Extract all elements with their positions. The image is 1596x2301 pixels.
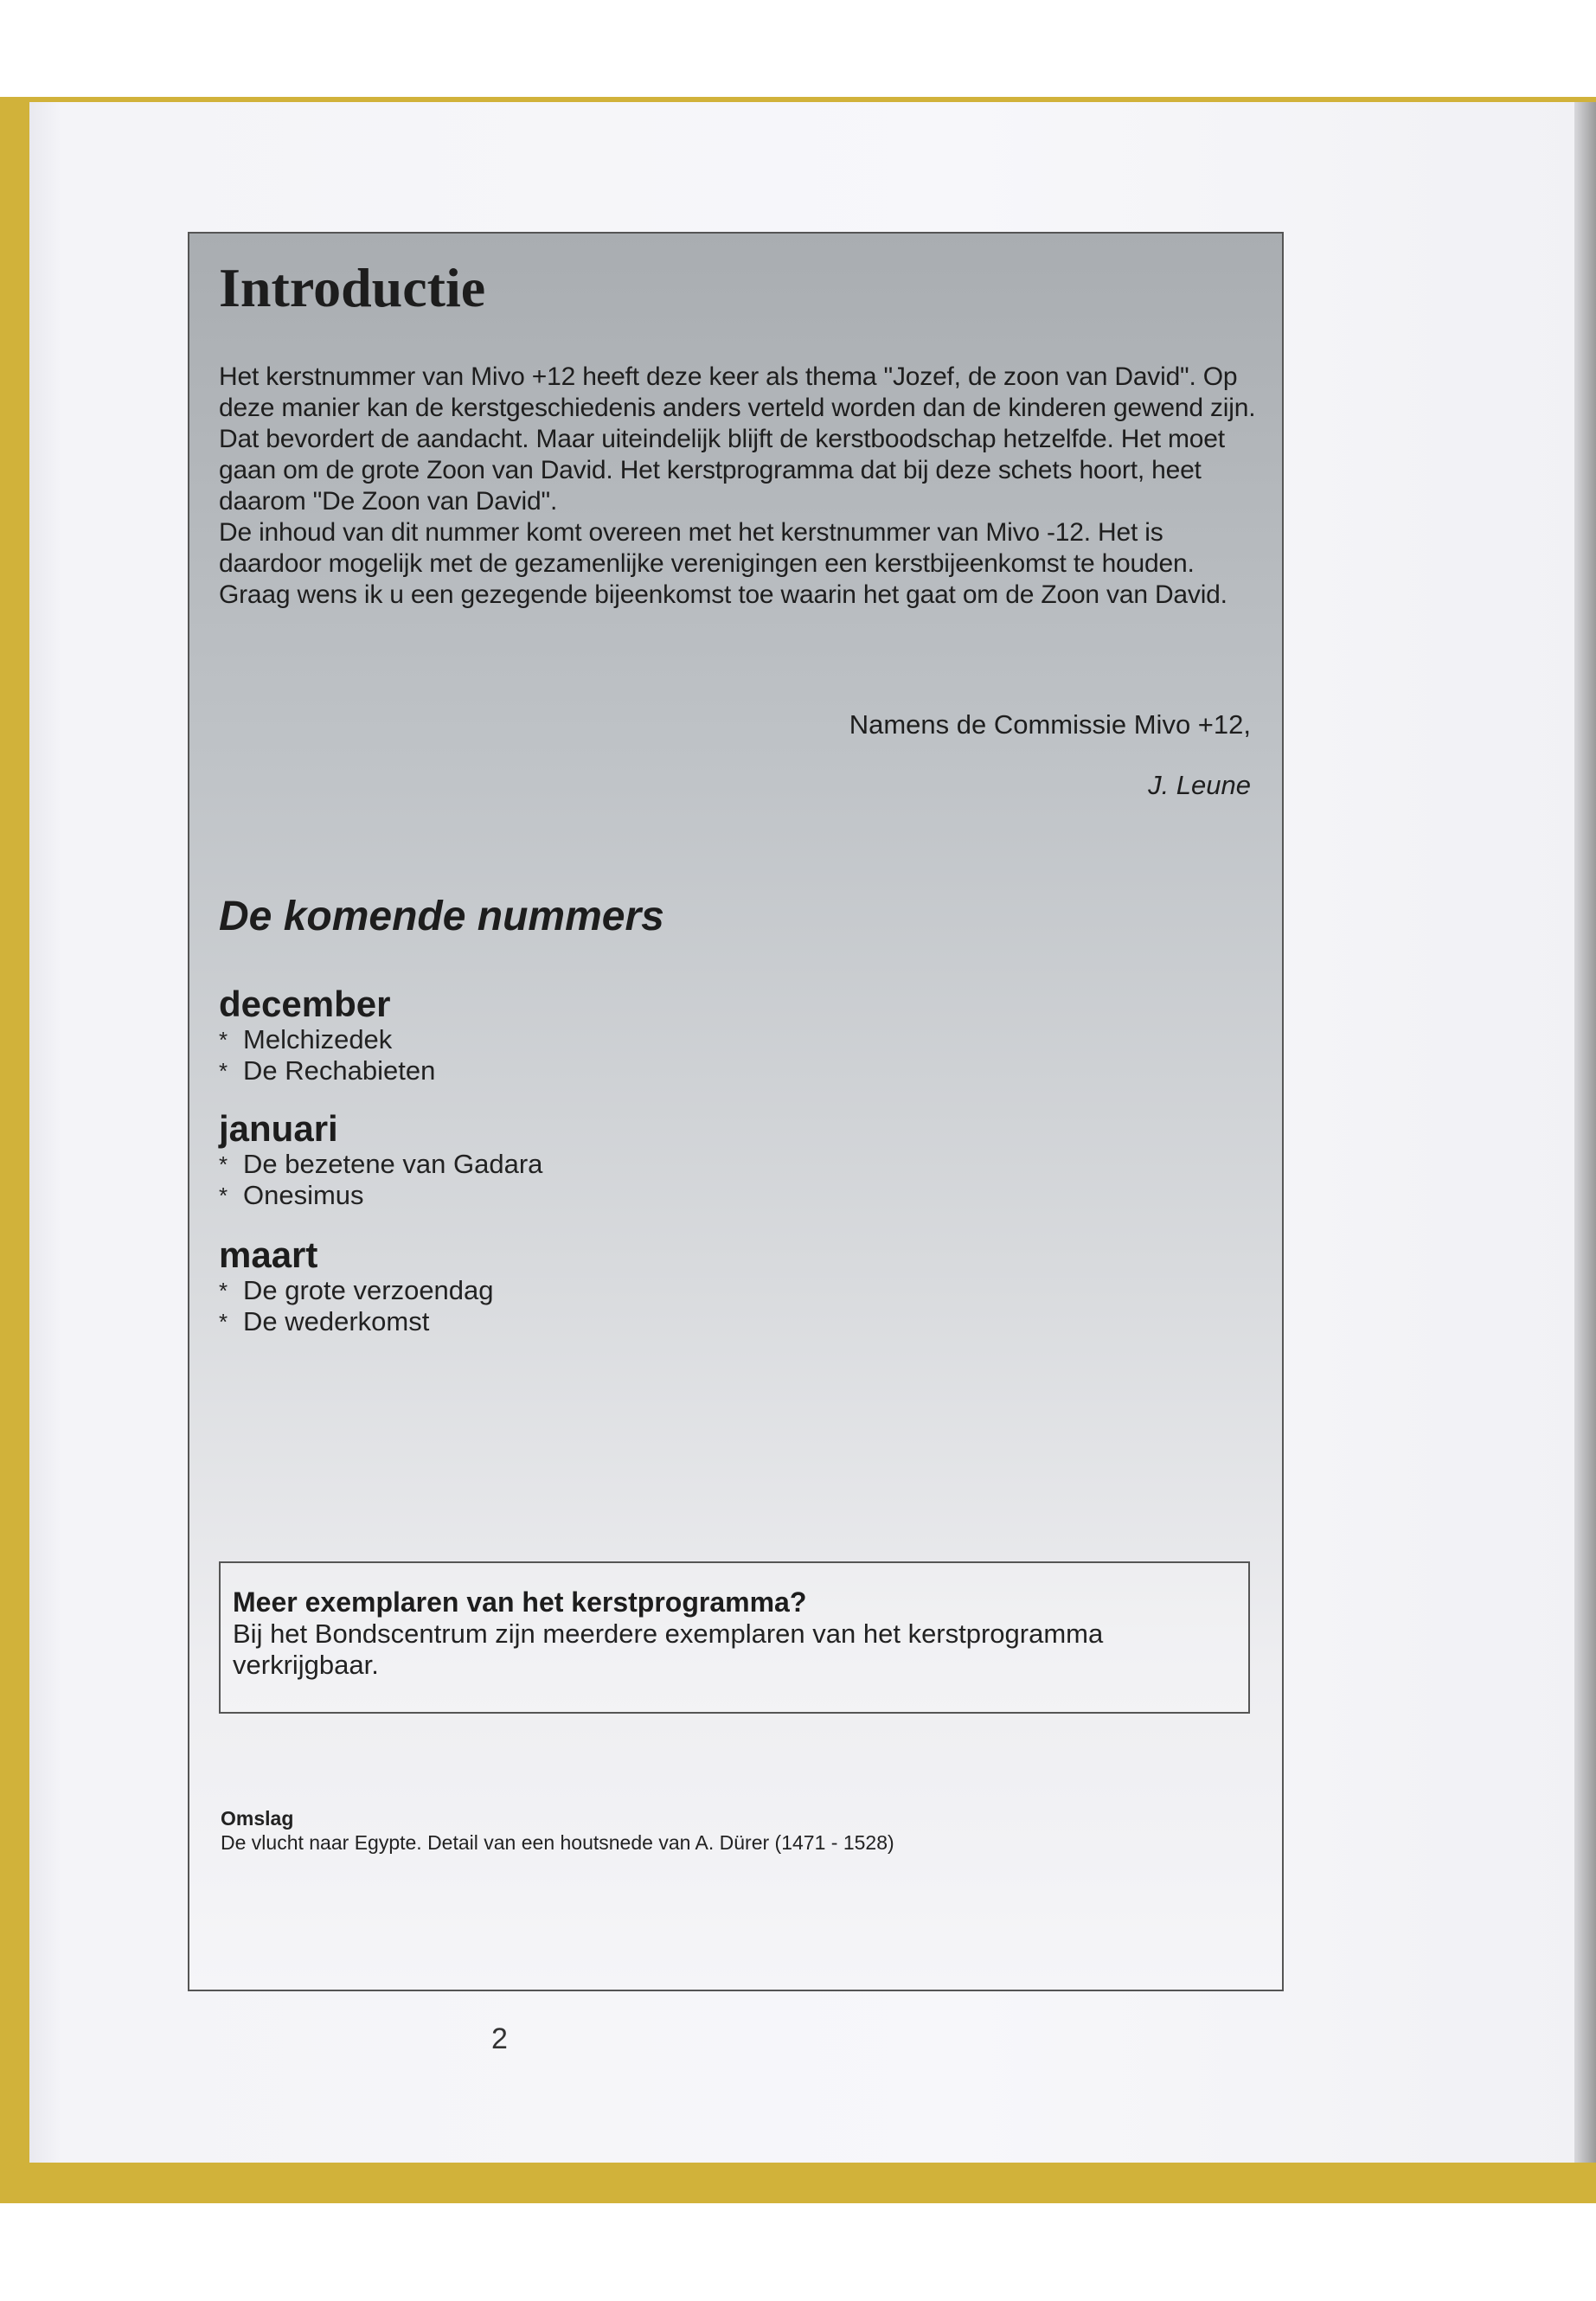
- cover-text: De vlucht naar Egypte. Detail van een houtsnede van A. Dürer (1471 - 1528): [221, 1831, 894, 1854]
- list-item-label: De bezetene van Gadara: [243, 1149, 543, 1179]
- page-edge: [1574, 102, 1596, 2163]
- month-name: maart: [219, 1234, 318, 1275]
- notice-title: Meer exemplaren van het kerstprogramma?: [233, 1586, 807, 1618]
- bullet-star: *: [219, 1151, 228, 1177]
- cover-credit: [221, 1806, 1241, 1855]
- bullet-star: *: [219, 1027, 228, 1053]
- month-name: december: [219, 984, 391, 1024]
- list-item: [219, 1149, 542, 1180]
- month-januari: [219, 1109, 542, 1211]
- list-item-label: De wederkomst: [243, 1306, 430, 1336]
- list-item: [219, 1024, 435, 1055]
- intro-paragraph: Het kerstnummer van Mivo +12 heeft deze keer als thema "Jozef, de zoon van David". Op deze manier kan de kerstgeschiedenis anders verteld worden dan de kinderen gewend zijn. Dat bevordert de aandacht. Maar uiteindelijk blijft de kerstboodschap hetzelfde. Het moet gaan om de grote Zoon van David. Het kerstprogramma dat bij deze schets hoort, heet daarom "De Zoon van David".: [219, 362, 1256, 516]
- bullet-star: *: [219, 1058, 228, 1084]
- content-frame: [188, 232, 1284, 1991]
- notice-text: Bij het Bondscentrum zijn meerdere exemplaren van het kerstprogramma verkrijgbaar.: [233, 1618, 1104, 1680]
- list-item-label: De Rechabieten: [243, 1055, 436, 1086]
- list-item: [219, 1306, 494, 1337]
- signature-line: Namens de Commissie Mivo +12,: [849, 709, 1251, 740]
- bullet-star: *: [219, 1183, 228, 1208]
- intro-paragraph: De inhoud van dit nummer komt overeen met het kerstnummer van Mivo -12. Het is daardoor mogelijk met de gezamenlijke verenigingen een kerstbijeenkomst te houden. Graag wens ik u een gezegende bijeenkomst toe waarin het gaat om de Zoon van David.: [219, 518, 1227, 609]
- intro-title: Introductie: [219, 257, 486, 318]
- signature-name: J. Leune: [1148, 770, 1251, 800]
- cover-label: Omslag: [221, 1807, 294, 1830]
- list-item-label: De grote verzoendag: [243, 1275, 494, 1305]
- list-item-label: Melchizedek: [243, 1024, 393, 1054]
- list-item: [219, 1055, 435, 1086]
- list-item: [219, 1275, 494, 1306]
- list-item: [219, 1180, 542, 1211]
- bullet-star: *: [219, 1309, 228, 1335]
- month-december: [219, 984, 435, 1086]
- page-number: 2: [491, 2022, 508, 2055]
- upcoming-heading: De komende nummers: [219, 894, 664, 939]
- list-item-label: Onesimus: [243, 1180, 364, 1210]
- month-name: januari: [219, 1108, 338, 1149]
- notice-box: [219, 1561, 1250, 1714]
- bullet-star: *: [219, 1278, 228, 1304]
- month-maart: [219, 1235, 494, 1337]
- intro-body: [219, 362, 1266, 611]
